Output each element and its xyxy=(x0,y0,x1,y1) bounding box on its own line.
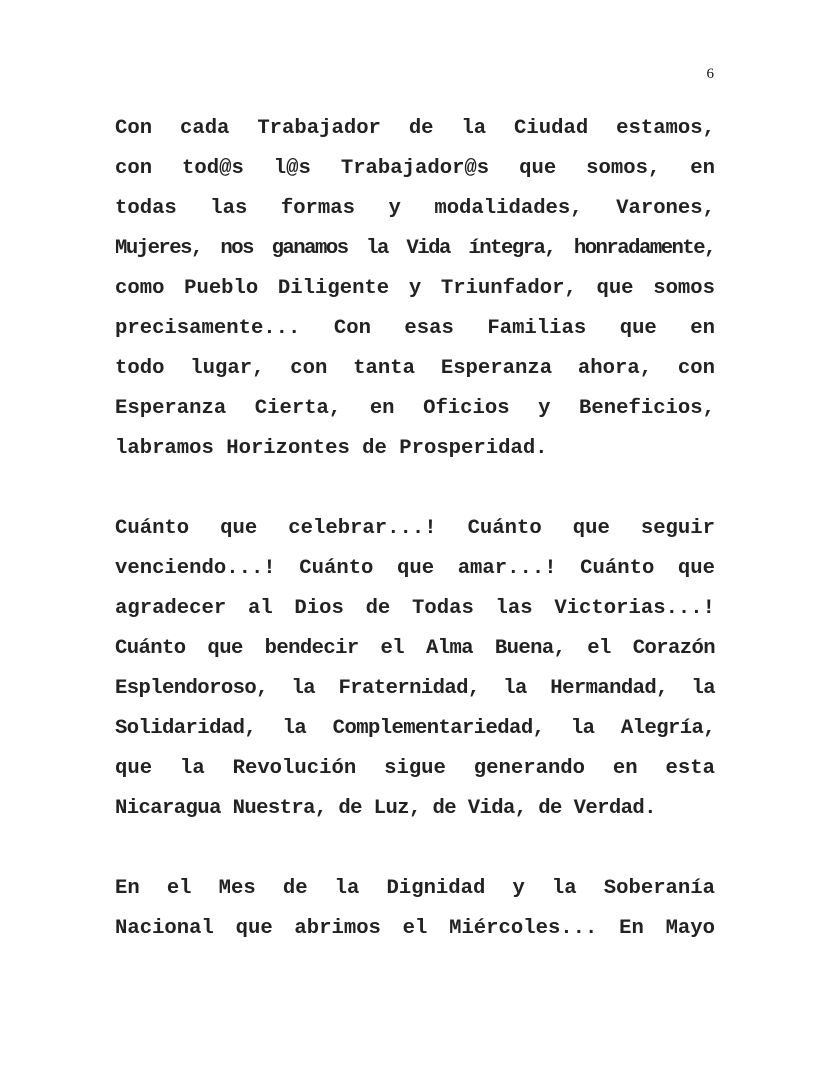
text-line: como Pueblo Diligente y Triunfador, que somos xyxy=(115,277,715,300)
text-line: Cuánto que celebrar...! Cuánto que seguir xyxy=(115,517,715,540)
text-line: Esplendoroso, la Fraternidad, la Hermandad, la xyxy=(115,677,715,700)
text-line: Con cada Trabajador de la Ciudad estamos, xyxy=(115,117,715,140)
text-line: En el Mes de la Dignidad y la Soberanía xyxy=(115,877,715,900)
text-line: todo lugar, con tanta Esperanza ahora, con xyxy=(115,357,715,380)
text-line: Solidaridad, la Complementariedad, la Alegría, xyxy=(115,717,715,740)
text-line: Mujeres, nos ganamos la Vida íntegra, honradamente, xyxy=(115,237,715,260)
text-line: venciendo...! Cuánto que amar...! Cuánto que xyxy=(115,557,715,580)
text-line: precisamente... Con esas Familias que en xyxy=(115,317,715,340)
text-line: agradecer al Dios de Todas las Victorias...! xyxy=(115,597,715,620)
text-line: todas las formas y modalidades, Varones, xyxy=(115,197,715,220)
paragraph-1 xyxy=(115,109,715,469)
text-line: Nicaragua Nuestra, de Luz, de Vida, de Verdad. xyxy=(115,797,656,820)
text-line: Nacional que abrimos el Miércoles... En Mayo xyxy=(115,917,715,940)
text-line: con tod@s l@s Trabajador@s que somos, en xyxy=(115,157,715,180)
document-body xyxy=(115,109,715,949)
text-line: Esperanza Cierta, en Oficios y Beneficios, xyxy=(115,397,715,420)
paragraph-3 xyxy=(115,869,715,949)
page-number: 6 xyxy=(706,66,714,82)
text-line: labramos Horizontes de Prosperidad. xyxy=(115,437,548,460)
text-line: que la Revolución sigue generando en esta xyxy=(115,757,715,780)
text-line: Cuánto que bendecir el Alma Buena, el Corazón xyxy=(115,637,715,660)
paragraph-2 xyxy=(115,509,715,829)
